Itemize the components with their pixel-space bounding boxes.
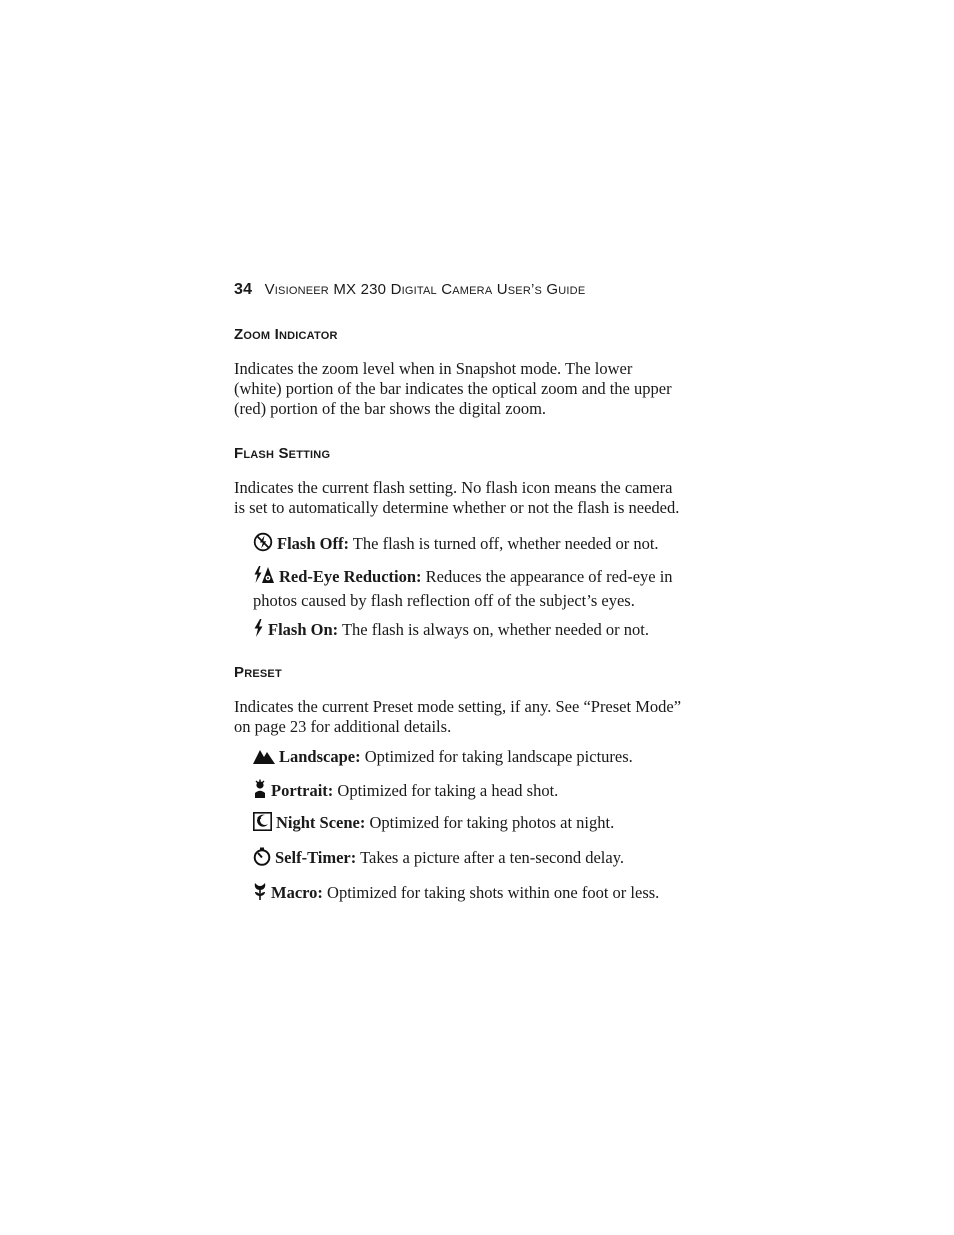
landscape-item	[253, 746, 683, 770]
running-title: Visioneer MX 230 Digital Camera User’s Guide	[264, 281, 586, 298]
zoom-indicator-body: Indicates the zoom level when in Snapshot mode. The lower (white) portion of the bar indicates the optical zoom and the upper (red) portion of the bar shows the digital zoom.	[234, 359, 672, 418]
landscape-text: Optimized for taking landscape pictures.	[360, 747, 633, 766]
macro-label: Macro:	[271, 883, 323, 902]
zoom-indicator-heading: Zoom Indicator	[234, 326, 338, 343]
flash-on-item	[253, 618, 683, 643]
flash-on-icon	[253, 618, 264, 643]
red-eye-label: Red-Eye Reduction:	[279, 567, 422, 586]
flash-off-label: Flash Off:	[277, 534, 349, 553]
flash-on-label: Flash On:	[268, 620, 339, 639]
landscape-icon	[253, 747, 275, 770]
running-head	[234, 281, 585, 299]
self-timer-item	[253, 847, 683, 871]
self-timer-text: Takes a picture after a ten-second delay.	[356, 848, 625, 867]
macro-text: Optimized for taking shots within one foot or less.	[322, 883, 660, 902]
night-scene-text: Optimized for taking photos at night.	[365, 813, 615, 832]
night-scene-icon	[253, 812, 272, 836]
macro-item	[253, 881, 683, 906]
red-eye-item	[253, 565, 683, 611]
page-number: 34	[234, 281, 253, 298]
night-scene-label: Night Scene:	[276, 813, 366, 832]
flash-on-text: The flash is always on, whether needed or not.	[338, 620, 649, 639]
flash-setting-body: Indicates the current flash setting. No flash icon means the camera is set to automatically determine whether or not the flash is needed.	[234, 478, 680, 517]
macro-icon	[253, 881, 267, 906]
flash-off-item	[253, 532, 683, 557]
landscape-label: Landscape:	[279, 747, 361, 766]
flash-setting-heading: Flash Setting	[234, 445, 331, 462]
self-timer-icon	[253, 847, 271, 871]
portrait-icon	[253, 779, 267, 804]
portrait-item	[253, 779, 683, 804]
preset-body: Indicates the current Preset mode setting, if any. See “Preset Mode” on page 23 for additional details.	[234, 697, 682, 736]
flash-off-icon	[253, 532, 273, 557]
preset-heading: Preset	[234, 664, 282, 681]
flash-off-text: The flash is turned off, whether needed or not.	[348, 534, 659, 553]
night-scene-item	[253, 812, 683, 836]
red-eye-icon	[253, 565, 275, 590]
self-timer-label: Self-Timer:	[275, 848, 357, 867]
red-eye-text: Reduces the appearance of red-eye in photos caused by flash reflection off of the subject’s eyes.	[253, 567, 673, 610]
portrait-text: Optimized for taking a head shot.	[333, 781, 559, 800]
portrait-label: Portrait:	[271, 781, 334, 800]
